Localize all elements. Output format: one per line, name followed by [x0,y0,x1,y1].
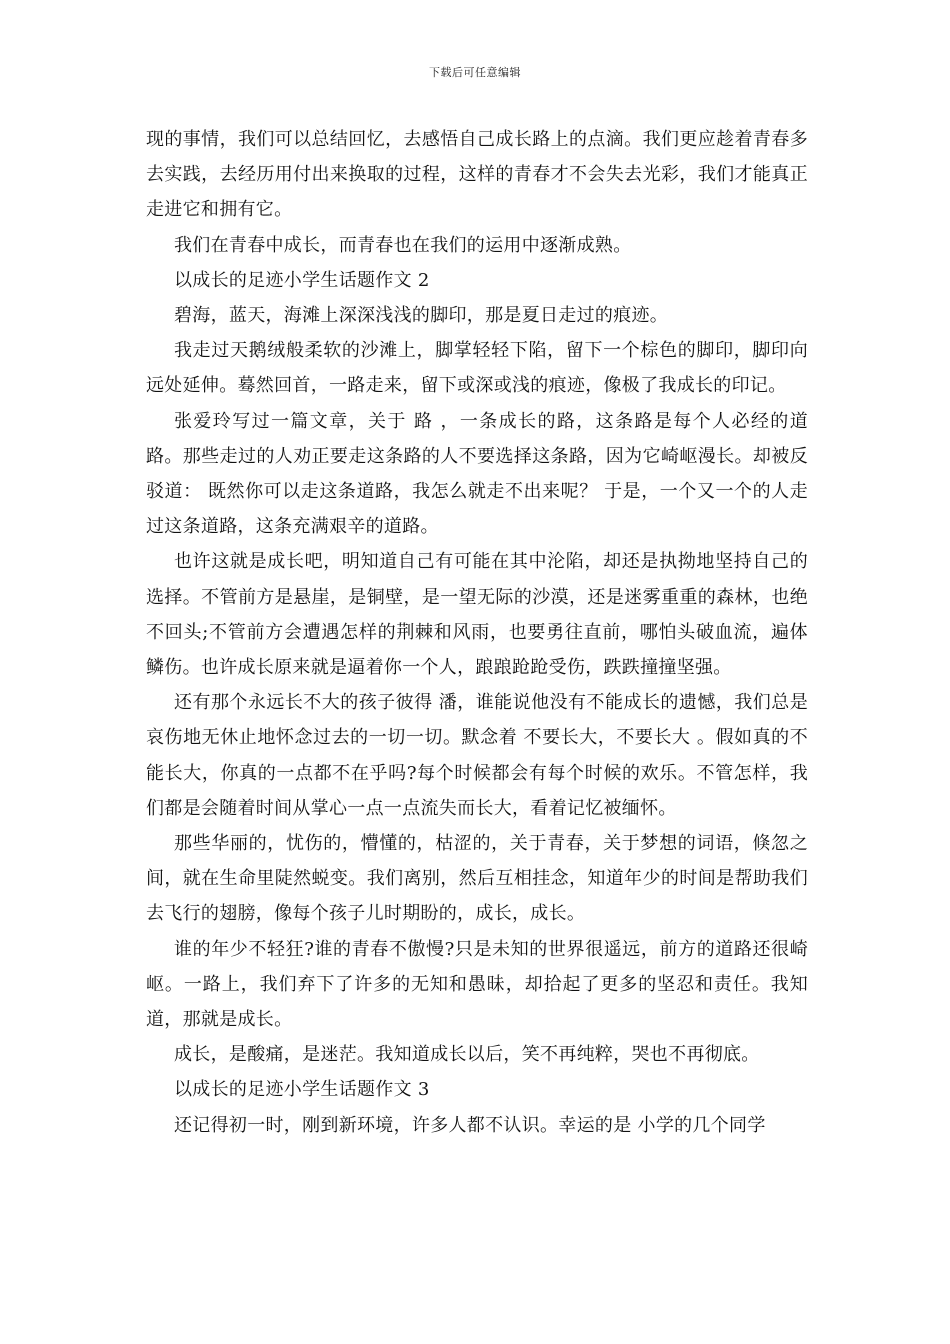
paragraph: 那些华丽的，忧伤的，懵懂的，枯涩的，关于青春，关于梦想的词语，倏忽之间，就在生命里陡然蜕变。我们离别，然后互相挂念，知道年少的时间是帮助我们去飞行的翅膀，像每个孩子儿时期盼的，成长，成长。 [146,833,808,925]
paragraph: 现的事情，我们可以总结回忆，去感悟自己成长路上的点滴。我们更应趁着青春多去实践，去经历用付出来换取的过程，这样的青春才不会失去光彩，我们才能真正走进它和拥有它。 [146,129,808,221]
paragraph: 还记得初一时，刚到新环境，许多人都不认识。幸运的是 小学的几个同学 [174,1114,766,1136]
document-body [146,122,808,1143]
section-heading: 以成长的足迹小学生话题作文 2 [174,269,430,291]
paragraph: 也许这就是成长吧，明知道自己有可能在其中沦陷，却还是执拗地坚持自己的选择。不管前方是悬崖，是铜壁，是一望无际的沙漠，还是迷雾重重的森林，也绝不回头;不管前方会遭遇怎样的荆棘和风雨，也要勇往直前，哪怕头破血流，遍体鳞伤。也许成长原来就是逼着你一个人，踉踉跄跄受伤，跌跌撞撞坚强。 [146,551,808,679]
page-header: 下载后可任意编辑 [429,66,521,79]
paragraph: 还有那个永远长不大的孩子彼得 潘，谁能说他没有不能成长的遗憾，我们总是哀伤地无休止地怀念过去的一切一切。默念着 不要长大，不要长大 。假如真的不能长大，你真的一点都不在乎吗?每个时候都会有每个时候的欢乐。不管怎样，我们都是会随着时间从掌心一点一点流失而长大，看着记忆被缅怀。 [146,692,808,819]
paragraph: 我们在青春中成长，而青春也在我们的运用中逐渐成熟。 [174,234,632,256]
paragraph: 张爱玲写过一篇文章，关于 路 ，一条成长的路，这条路是每个人必经的道路。那些走过的人劝正要走这条路的人不要选择这条路，因为它崎岖漫长。却被反驳道： 既然你可以走这条道路，我怎么就走不出来呢？ 于是，一个又一个的人走过这条道路，这条充满艰辛的道路。 [146,410,808,538]
paragraph: 我走过天鹅绒般柔软的沙滩上，脚掌轻轻下陷，留下一个棕色的脚印，脚印向远处延伸。蓦然回首，一路走来，留下或深或浅的痕迹，像极了我成长的印记。 [146,340,808,397]
paragraph: 碧海，蓝天，海滩上深深浅浅的脚印，那是夏日走过的痕迹。 [174,305,669,327]
paragraph: 谁的年少不轻狂?谁的青春不傲慢?只是未知的世界很遥远，前方的道路还很崎岖。一路上，我们弃下了许多的无知和愚昧，却拾起了更多的坚忍和责任。我知道，那就是成长。 [146,938,808,1031]
section-heading: 以成长的足迹小学生话题作文 3 [174,1079,430,1101]
paragraph: 成长，是酸痛，是迷茫。我知道成长以后，笑不再纯粹，哭也不再彻底。 [174,1044,760,1066]
